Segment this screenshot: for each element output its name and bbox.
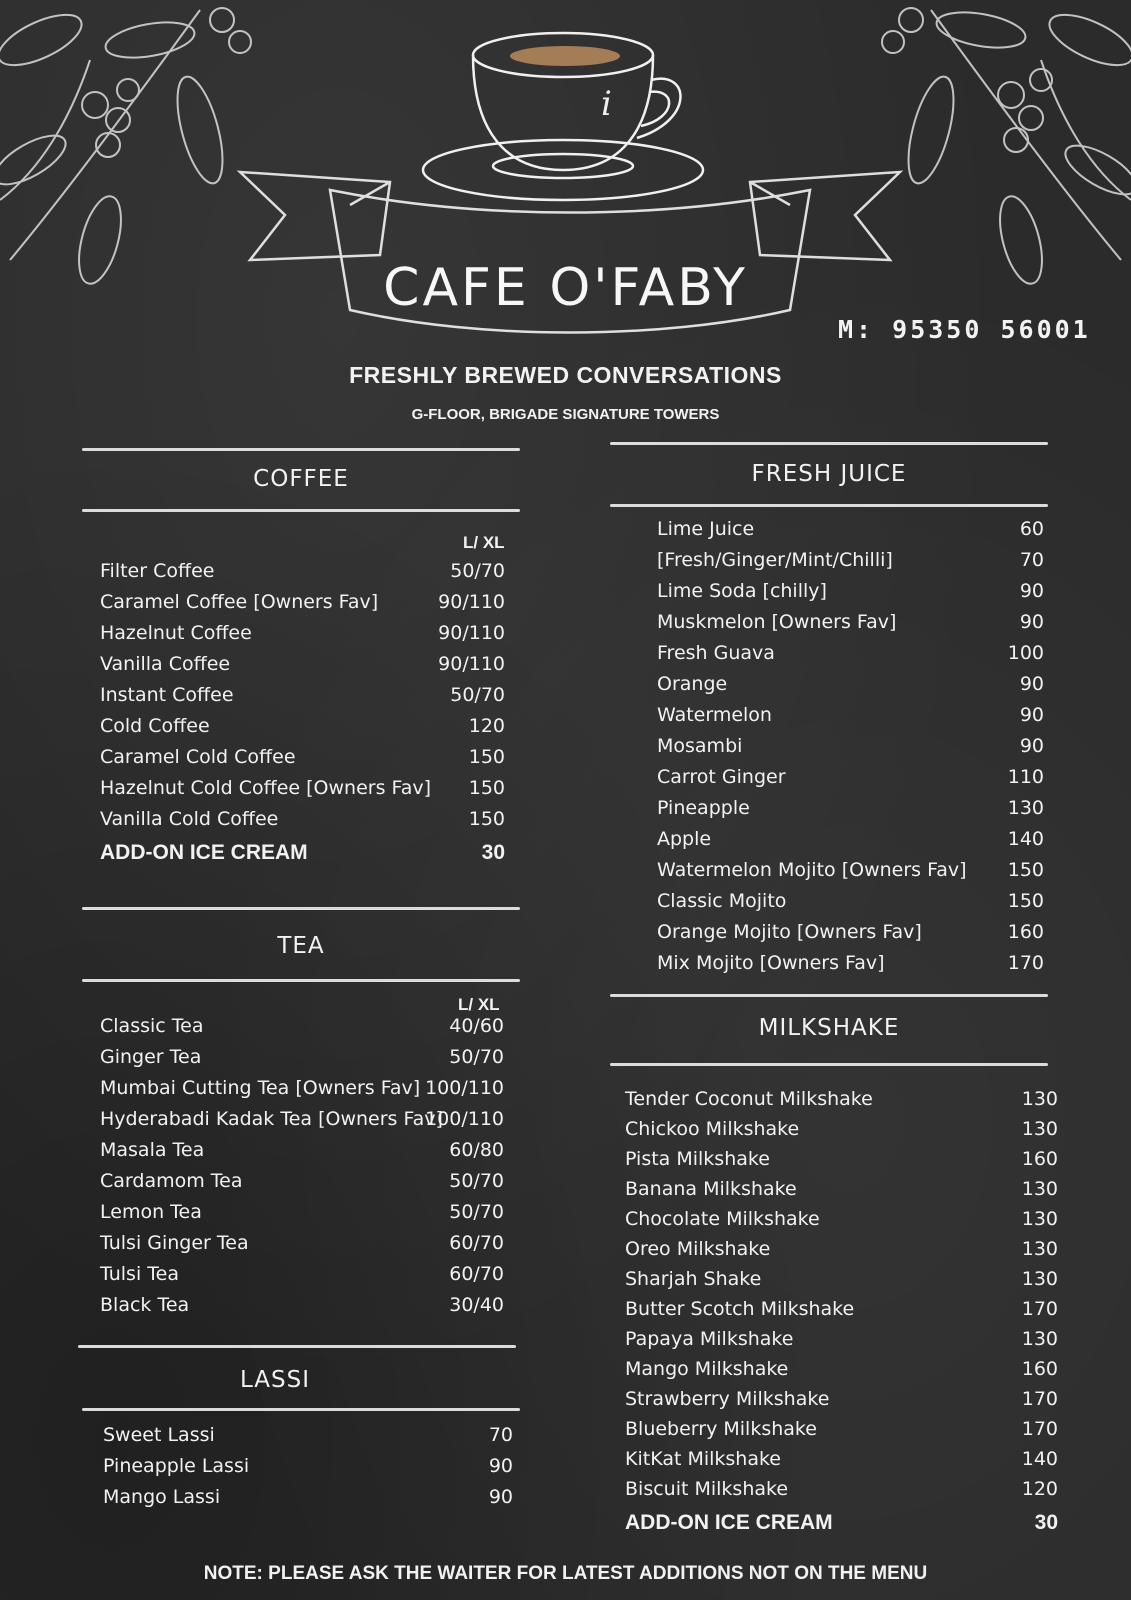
item-name: Orange Mojito [Owners Fav] <box>657 921 922 943</box>
menu-item <box>100 1294 504 1324</box>
juice-section-title: FRESH JUICE <box>751 461 907 487</box>
menu-item <box>625 1238 1058 1268</box>
item-price: 70 <box>488 1424 513 1446</box>
menu-item <box>100 684 505 714</box>
item-name: Classic Tea <box>100 1015 204 1037</box>
item-price: 140 <box>1021 1448 1058 1470</box>
item-name: Caramel Cold Coffee <box>100 746 296 768</box>
item-price: 170 <box>1021 1298 1058 1320</box>
item-price: 70 <box>1019 549 1044 571</box>
addon-row <box>100 841 505 871</box>
menu-item <box>625 1298 1058 1328</box>
menu-item <box>657 611 1044 641</box>
item-price: 160 <box>1021 1148 1058 1170</box>
item-name: Hazelnut Cold Coffee [Owners Fav] <box>100 777 431 799</box>
coffee-top-divider <box>82 448 520 451</box>
tea-list <box>100 1015 504 1325</box>
coffee-branch-right-illustration <box>871 0 1131 300</box>
menu-item <box>625 1148 1058 1178</box>
item-price: 90/110 <box>438 591 505 613</box>
item-price: 50/70 <box>450 684 505 706</box>
menu-item <box>100 560 505 590</box>
item-name: Chickoo Milkshake <box>625 1118 800 1140</box>
item-price: 90 <box>1019 580 1044 602</box>
menu-item <box>103 1455 513 1485</box>
phone-number: M: 95350 56001 <box>838 315 1091 344</box>
tea-top-divider <box>82 907 520 910</box>
menu-item <box>657 580 1044 610</box>
item-name: Vanilla Cold Coffee <box>100 808 279 830</box>
menu-item <box>657 518 1044 548</box>
item-price: 130 <box>1021 1178 1058 1200</box>
item-name: Mumbai Cutting Tea [Owners Fav] <box>100 1077 421 1099</box>
item-price: 40/60 <box>449 1015 504 1037</box>
menu-item <box>657 735 1044 765</box>
title-banner-illustration <box>230 160 910 350</box>
item-name: Vanilla Coffee <box>100 653 231 675</box>
menu-item <box>625 1328 1058 1358</box>
coffee-list <box>100 560 505 880</box>
item-price: 90/110 <box>438 653 505 675</box>
item-name: Pineapple <box>657 797 750 819</box>
item-name: Watermelon Mojito [Owners Fav] <box>657 859 967 881</box>
item-price: 50/70 <box>450 560 505 582</box>
item-name: Black Tea <box>100 1294 190 1316</box>
item-price: 120 <box>1021 1478 1058 1500</box>
item-name: Ginger Tea <box>100 1046 202 1068</box>
item-price: 150 <box>468 777 505 799</box>
menu-item <box>657 952 1044 982</box>
item-price: 150 <box>1007 859 1044 881</box>
menu-item <box>100 1046 504 1076</box>
menu-item <box>625 1478 1058 1508</box>
milkshake-bottom-divider <box>610 1063 1048 1066</box>
tea-size-header: L/ XL <box>458 995 500 1014</box>
addon-price: 30 <box>481 841 505 864</box>
item-price: 160 <box>1007 921 1044 943</box>
lassi-bottom-divider <box>82 1408 520 1411</box>
milkshake-top-divider <box>610 994 1048 997</box>
item-name: Fresh Guava <box>657 642 775 664</box>
item-name: Strawberry Milkshake <box>625 1388 830 1410</box>
item-price: 100/110 <box>425 1077 504 1099</box>
juice-bottom-divider <box>610 504 1048 507</box>
item-price: 140 <box>1007 828 1044 850</box>
addon-name: ADD-ON ICE CREAM <box>625 1511 833 1534</box>
item-name: Chocolate Milkshake <box>625 1208 820 1230</box>
item-name: Lime Soda [chilly] <box>657 580 827 602</box>
lassi-section-title: LASSI <box>239 1367 311 1393</box>
menu-item <box>100 1077 504 1107</box>
menu-item <box>100 746 505 776</box>
menu-item <box>100 653 505 683</box>
item-name: Apple <box>657 828 712 850</box>
item-price: 60/70 <box>449 1263 504 1285</box>
item-name: Hyderabadi Kadak Tea [Owners Fav] <box>100 1108 443 1130</box>
item-price: 160 <box>1021 1358 1058 1380</box>
item-price: 60/80 <box>449 1139 504 1161</box>
item-name: Caramel Coffee [Owners Fav] <box>100 591 379 613</box>
menu-item <box>100 808 505 838</box>
coffee-section-title: COFFEE <box>253 466 349 492</box>
tea-bottom-divider <box>82 979 520 982</box>
item-name: Watermelon <box>657 704 772 726</box>
item-price: 130 <box>1021 1118 1058 1140</box>
item-name: Pista Milkshake <box>625 1148 770 1170</box>
cafe-name: CAFE O'FABY <box>383 258 748 318</box>
menu-item <box>625 1178 1058 1208</box>
milkshake-list <box>625 1088 1058 1548</box>
menu-item <box>625 1118 1058 1148</box>
item-name: Cardamom Tea <box>100 1170 243 1192</box>
coffee-size-header: L/ XL <box>463 533 505 552</box>
item-price: 150 <box>468 808 505 830</box>
item-name: Tender Coconut Milkshake <box>625 1088 873 1110</box>
item-price: 130 <box>1021 1088 1058 1110</box>
lassi-top-divider <box>78 1345 516 1348</box>
menu-item <box>657 673 1044 703</box>
menu-item <box>100 715 505 745</box>
menu-item <box>625 1208 1058 1238</box>
menu-item <box>657 642 1044 672</box>
menu-item <box>657 921 1044 951</box>
svg-text:i: i <box>601 84 612 124</box>
ribbon-icon <box>230 160 910 350</box>
item-price: 120 <box>468 715 505 737</box>
item-name: Biscuit Milkshake <box>625 1478 789 1500</box>
addon-price: 30 <box>1034 1511 1058 1534</box>
item-name: Carrot Ginger <box>657 766 786 788</box>
item-price: 100 <box>1007 642 1044 664</box>
item-price: 60/70 <box>449 1232 504 1254</box>
menu-item <box>100 1232 504 1262</box>
item-name: Orange <box>657 673 728 695</box>
item-name: Filter Coffee <box>100 560 215 582</box>
menu-item <box>657 890 1044 920</box>
milkshake-section-title: MILKSHAKE <box>758 1015 900 1041</box>
item-price: 130 <box>1021 1238 1058 1260</box>
item-price: 50/70 <box>449 1046 504 1068</box>
menu-item <box>100 1201 504 1231</box>
item-price: 30/40 <box>449 1294 504 1316</box>
item-name: Mosambi <box>657 735 743 757</box>
item-name: Blueberry Milkshake <box>625 1418 817 1440</box>
item-name: [Fresh/Ginger/Mint/Chilli] <box>657 549 893 571</box>
juice-top-divider <box>610 442 1048 445</box>
menu-item <box>100 1170 504 1200</box>
item-name: Oreo Milkshake <box>625 1238 771 1260</box>
menu-item <box>100 1139 504 1169</box>
addon-name: ADD-ON ICE CREAM <box>100 841 308 864</box>
item-price: 60 <box>1019 518 1044 540</box>
tagline: FRESHLY BREWED CONVERSATIONS <box>349 362 782 388</box>
item-name: Sweet Lassi <box>103 1424 215 1446</box>
item-name: Cold Coffee <box>100 715 210 737</box>
coffee-branch-right-icon <box>871 0 1131 300</box>
juice-list <box>657 518 1044 988</box>
item-price: 90 <box>1019 611 1044 633</box>
item-name: Muskmelon [Owners Fav] <box>657 611 897 633</box>
item-name: Tulsi Ginger Tea <box>100 1232 249 1254</box>
item-name: Banana Milkshake <box>625 1178 797 1200</box>
item-price: 170 <box>1007 952 1044 974</box>
item-name: Mix Mojito [Owners Fav] <box>657 952 885 974</box>
coffee-branch-left-icon <box>0 0 260 300</box>
menu-item <box>100 1015 504 1045</box>
item-name: Lemon Tea <box>100 1201 202 1223</box>
item-name: KitKat Milkshake <box>625 1448 781 1470</box>
menu-item <box>625 1088 1058 1118</box>
menu-item <box>657 549 1044 579</box>
menu-item <box>625 1388 1058 1418</box>
item-price: 90/110 <box>438 622 505 644</box>
tea-section-title: TEA <box>277 933 325 959</box>
menu-item <box>657 704 1044 734</box>
item-price: 170 <box>1021 1418 1058 1440</box>
item-name: Masala Tea <box>100 1139 205 1161</box>
item-price: 50/70 <box>449 1201 504 1223</box>
item-price: 90 <box>1019 735 1044 757</box>
menu-item <box>100 591 505 621</box>
addon-row <box>625 1511 1058 1541</box>
item-name: Hazelnut Coffee <box>100 622 252 644</box>
menu-item <box>100 1263 504 1293</box>
menu-item <box>657 797 1044 827</box>
menu-item <box>625 1418 1058 1448</box>
menu-item <box>100 1108 504 1138</box>
item-price: 130 <box>1021 1208 1058 1230</box>
item-name: Sharjah Shake <box>625 1268 762 1290</box>
item-price: 170 <box>1021 1388 1058 1410</box>
item-price: 150 <box>468 746 505 768</box>
item-price: 130 <box>1021 1268 1058 1290</box>
coffee-bottom-divider <box>82 509 520 512</box>
item-price: 90 <box>1019 704 1044 726</box>
coffee-branch-left-illustration <box>0 0 260 300</box>
lassi-list <box>103 1424 513 1524</box>
item-price: 90 <box>1019 673 1044 695</box>
item-name: Pineapple Lassi <box>103 1455 250 1477</box>
menu-item <box>625 1448 1058 1478</box>
menu-item <box>100 777 505 807</box>
menu-item <box>657 766 1044 796</box>
item-price: 110 <box>1007 766 1044 788</box>
item-name: Lime Juice <box>657 518 755 540</box>
item-name: Papaya Milkshake <box>625 1328 794 1350</box>
address: G-FLOOR, BRIGADE SIGNATURE TOWERS <box>411 406 720 423</box>
item-name: Instant Coffee <box>100 684 234 706</box>
menu-item <box>103 1424 513 1454</box>
item-price: 90 <box>488 1455 513 1477</box>
footer-note: NOTE: PLEASE ASK THE WAITER FOR LATEST ADDITIONS NOT ON THE MENU <box>203 1563 928 1584</box>
item-name: Classic Mojito <box>657 890 787 912</box>
item-name: Mango Milkshake <box>625 1358 789 1380</box>
item-price: 90 <box>488 1486 513 1508</box>
menu-item <box>657 828 1044 858</box>
item-price: 130 <box>1007 797 1044 819</box>
item-price: 150 <box>1007 890 1044 912</box>
item-price: 100/110 <box>425 1108 504 1130</box>
item-price: 130 <box>1021 1328 1058 1350</box>
menu-item <box>103 1486 513 1516</box>
menu-item <box>100 622 505 652</box>
item-price: 50/70 <box>449 1170 504 1192</box>
item-name: Mango Lassi <box>103 1486 221 1508</box>
item-name: Butter Scotch Milkshake <box>625 1298 855 1320</box>
item-name: Tulsi Tea <box>100 1263 179 1285</box>
menu-item <box>657 859 1044 889</box>
menu-item <box>625 1358 1058 1388</box>
menu-item <box>625 1268 1058 1298</box>
